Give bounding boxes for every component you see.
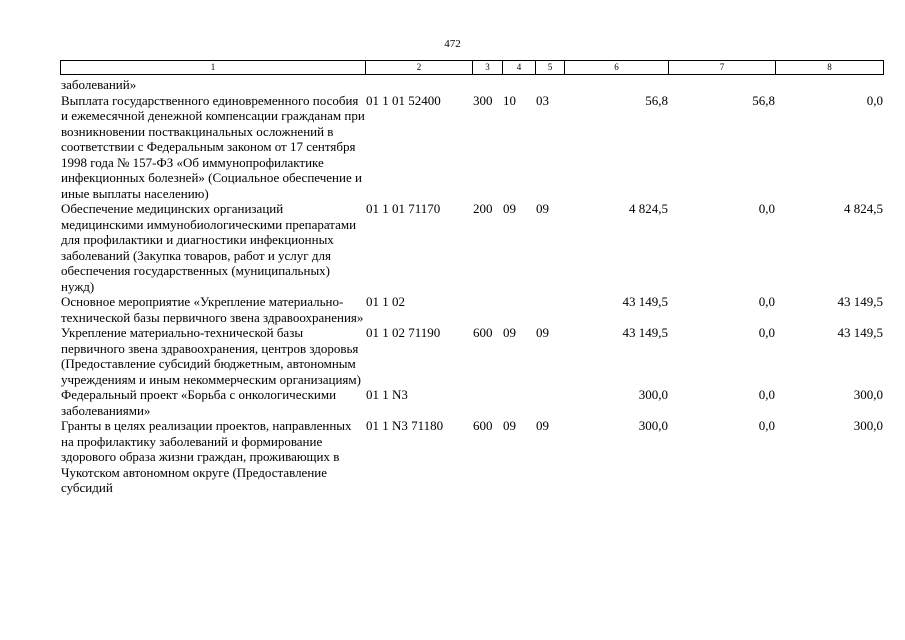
table-row xyxy=(60,77,883,93)
cell-c6 xyxy=(564,77,668,93)
cell-name: Гранты в целях реализации проектов, направленных на профилактику заболеваний и формирование здорового образа жизни граждан, проживающих в Чукотском автономном округе (Предоставление субсидий xyxy=(61,418,352,495)
table-row xyxy=(60,294,883,325)
cell-c8: 4 824,5 xyxy=(844,201,883,216)
cell-name: Укрепление материально-технической базы первичного звена здравоохранения, центров здоровья (Предоставление субсидий бюджетным, автономным учреждениям и иным некоммерческим организациям) xyxy=(61,325,361,387)
cell-code: 01 1 N3 xyxy=(366,387,408,402)
cell-c3: 200 xyxy=(473,201,493,216)
cell-c8: 300,0 xyxy=(853,387,883,402)
cell-c7: 0,0 xyxy=(758,201,775,216)
header-col-5: 5 xyxy=(536,61,565,75)
cell-c4: 09 xyxy=(503,201,516,216)
cell-c8: 0,0 xyxy=(866,92,883,108)
cell-c5: 09 xyxy=(536,325,549,340)
cell-c5 xyxy=(535,294,564,325)
cell-c8 xyxy=(775,77,883,93)
header-col-7: 7 xyxy=(669,61,776,75)
cell-c6: 300,0 xyxy=(638,387,668,402)
header-col-6: 6 xyxy=(565,61,669,75)
cell-c5: 03 xyxy=(536,92,549,108)
cell-c7: 0,0 xyxy=(758,418,775,433)
cell-c4: 09 xyxy=(503,418,516,433)
cell-c4: 09 xyxy=(503,325,516,340)
cell-c5: 09 xyxy=(536,418,549,433)
cell-name: Основное мероприятие «Укрепление материально-технической базы первичного звена здравоохранения» xyxy=(61,294,364,325)
cell-c6: 300,0 xyxy=(638,418,668,433)
cell-c3 xyxy=(472,77,502,93)
header-col-3: 3 xyxy=(473,61,503,75)
cell-code: 01 1 01 71170 xyxy=(366,201,441,216)
table-header xyxy=(60,60,884,75)
cell-c4 xyxy=(502,77,535,93)
cell-c4 xyxy=(502,387,535,418)
cell-name: Выплата государственного единовременного пособия и ежемесячной денежной компенсации гражданам при возникновении поствакцинальных осложнений в соответствии с Федеральным законом от 17 сентября 1998 года № 157-ФЗ «Об иммунопрофилактике инфекционных болезней» (Социальное обеспечение и иные выплаты населению) xyxy=(61,92,365,201)
cell-c4 xyxy=(502,294,535,325)
cell-code: 01 1 02 xyxy=(366,294,405,309)
page-number: 472 xyxy=(444,38,461,50)
cell-c7: 0,0 xyxy=(758,294,775,309)
cell-c6: 43 149,5 xyxy=(622,294,668,309)
table-row xyxy=(60,387,883,418)
cell-c3 xyxy=(472,387,502,418)
cell-code xyxy=(365,77,472,93)
table-row xyxy=(60,201,883,294)
cell-c6: 56,8 xyxy=(645,92,668,108)
cell-c5 xyxy=(535,77,564,93)
cell-c5 xyxy=(535,387,564,418)
cell-c7 xyxy=(668,77,775,93)
cell-c3 xyxy=(472,294,502,325)
header-col-4: 4 xyxy=(503,61,536,75)
table-row xyxy=(60,325,883,387)
cell-c3: 300 xyxy=(473,92,493,108)
cell-c7: 0,0 xyxy=(758,325,775,340)
cell-c8: 300,0 xyxy=(853,418,883,433)
cell-name: Федеральный проект «Борьба с онкологическими заболеваниями» xyxy=(61,387,337,418)
cell-code: 01 1 N3 71180 xyxy=(366,418,444,433)
cell-name: Обеспечение медицинских организаций медицинскими иммунобиологическими препаратами для профилактики и диагностики инфекционных заболеваний (Закупка товаров, работ и услуг для обеспечения государственных (муниципальных) нужд) xyxy=(61,201,357,294)
cell-c6: 4 824,5 xyxy=(629,201,668,216)
cell-c6: 43 149,5 xyxy=(622,325,668,340)
cell-name: заболеваний» xyxy=(61,77,137,92)
cell-c7: 56,8 xyxy=(752,92,775,108)
cell-c3: 600 xyxy=(473,418,493,433)
cell-c5: 09 xyxy=(536,201,549,216)
table-row xyxy=(60,418,883,496)
header-col-1: 1 xyxy=(61,61,366,75)
cell-code: 01 1 02 71190 xyxy=(366,325,441,340)
cell-c8: 43 149,5 xyxy=(837,325,883,340)
cell-c3: 600 xyxy=(473,325,493,340)
header-col-8: 8 xyxy=(776,61,884,75)
cell-c8: 43 149,5 xyxy=(837,294,883,309)
cell-code: 01 1 01 52400 xyxy=(366,92,441,108)
header-col-2: 2 xyxy=(366,61,473,75)
cell-c7: 0,0 xyxy=(758,387,775,402)
table-row xyxy=(60,93,883,202)
cell-c4: 10 xyxy=(503,92,516,108)
table-body xyxy=(60,77,883,496)
